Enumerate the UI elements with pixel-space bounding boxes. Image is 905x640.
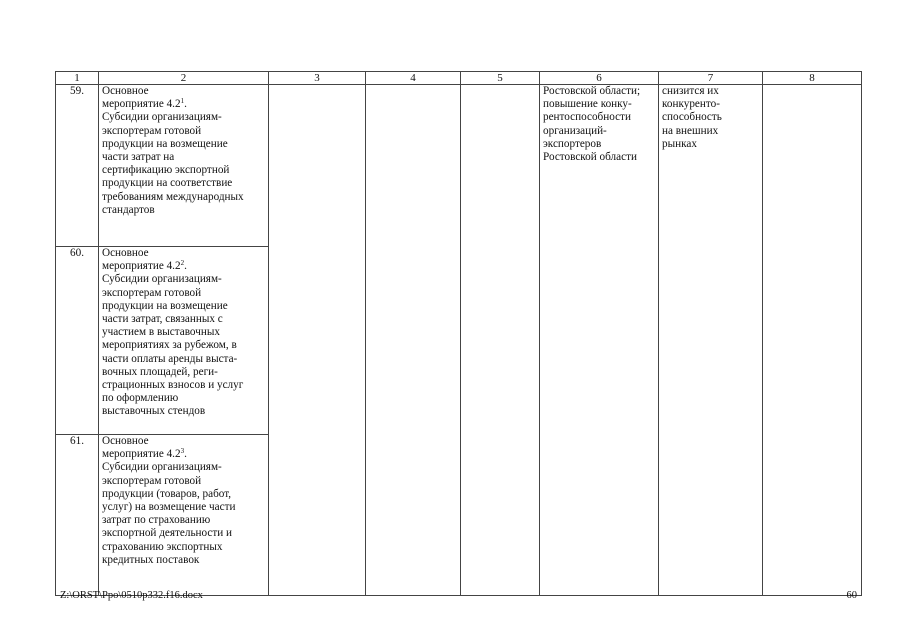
column-header: 7	[659, 72, 763, 85]
measure-description: Основное мероприятие $4.2^1$. Субсидии организациям- экспортерам готовой продукции на возмещение части затрат на сертификацию экспортной продукции на соответствие требованиям международных стандартов	[99, 85, 269, 247]
footer-page-number: 60	[846, 590, 857, 601]
measure-title-line: Основное	[102, 247, 149, 259]
row-number: 59.	[56, 85, 99, 247]
table-header-row	[56, 72, 862, 85]
column-5-cell	[461, 85, 540, 596]
consequence-cell: снизится их конкуренто- способность на внешних рынках	[659, 85, 763, 596]
column-3-cell	[269, 85, 366, 596]
column-header: 4	[366, 72, 461, 85]
column-header: 6	[540, 72, 659, 85]
footer-file-path: Z:\ORST\Ppo\0510p332.f16.docx	[60, 590, 203, 601]
measure-description: Основное мероприятие $4.2^3$. Субсидии организациям- экспортерам готовой продукции (товаров, работ, услуг) на возмещение части затрат по страхованию экспортной деятельности и страхованию экспортных кредитных поставок	[99, 435, 269, 596]
measure-number-line: мероприятие $4.2^2$.	[102, 259, 187, 273]
column-header: 8	[763, 72, 862, 85]
table-row	[56, 85, 862, 247]
measure-title-line: Основное	[102, 85, 149, 97]
column-header: 3	[269, 72, 366, 85]
measure-description: Основное мероприятие $4.2^2$. Субсидии организациям- экспортерам готовой продукции на возмещение части затрат, связанных с участием в выставочных мероприятиях за рубежом, в части оплаты аренды выста- вочных площадей, реги- страционных взносов и услуг по оформлению выставочных стендов	[99, 247, 269, 435]
measure-title-line: Основное	[102, 435, 149, 447]
column-header: 1	[56, 72, 99, 85]
row-number: 61.	[56, 435, 99, 596]
column-8-cell	[763, 85, 862, 596]
measure-number-line: мероприятие $4.2^1$.	[102, 97, 187, 111]
column-header: 5	[461, 72, 540, 85]
measure-number-line: мероприятие $4.2^3$.	[102, 447, 187, 461]
expected-result-cell: Ростовской области; повышение конку- рентоспособности организаций- экспортеров Ростовской области	[540, 85, 659, 596]
measures-table	[55, 71, 862, 596]
column-header: 2	[99, 72, 269, 85]
column-4-cell	[366, 85, 461, 596]
row-number: 60.	[56, 247, 99, 435]
